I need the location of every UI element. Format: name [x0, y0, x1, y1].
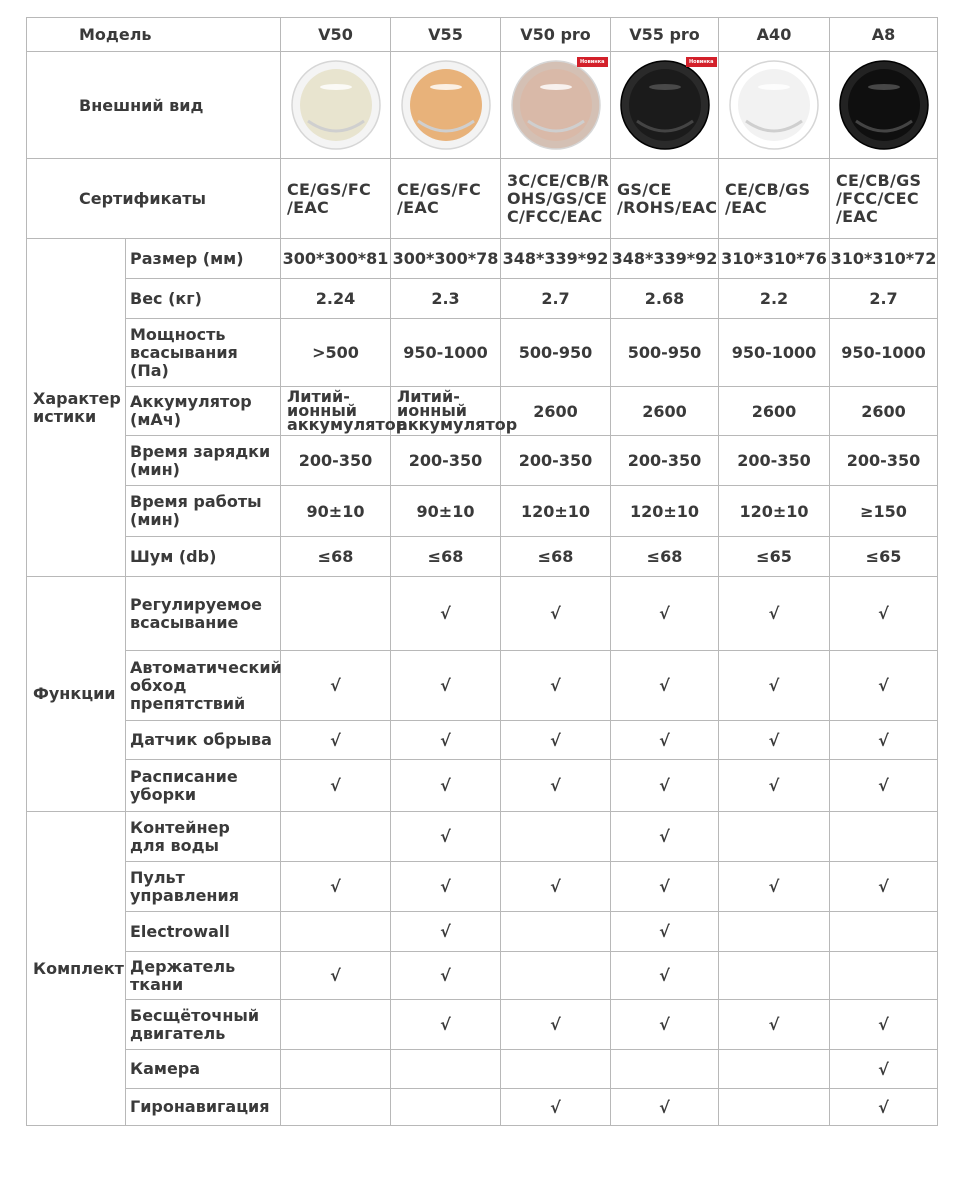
cell-value: ≤68 [391, 537, 501, 577]
text-line: /EAC [287, 197, 330, 217]
row-label [126, 651, 281, 721]
text-line: всасывание [130, 612, 239, 632]
row-label [126, 387, 281, 436]
group-characteristics [27, 239, 126, 577]
text-line: CE/GS/FC [287, 179, 372, 199]
text-line: уборки [130, 784, 197, 804]
row-label [126, 760, 281, 812]
new-badge: Новинка [577, 57, 608, 67]
empty-cell [501, 952, 611, 1000]
text-line: /ROHS/EAC [617, 197, 718, 217]
text-line: /EAC [836, 206, 879, 226]
certificates-label: Сертификаты [27, 159, 281, 239]
check-mark: √ [391, 1000, 501, 1050]
text-line: Время зарядки [130, 441, 271, 461]
model-name: V55 [391, 18, 501, 52]
row-label [126, 1089, 281, 1126]
cell-value: 2600 [501, 387, 611, 436]
empty-cell [281, 577, 391, 651]
empty-cell [281, 912, 391, 952]
check-mark: √ [391, 912, 501, 952]
new-badge: Новинка [686, 57, 717, 67]
check-mark: √ [391, 760, 501, 812]
row-label [126, 486, 281, 537]
certificate-value [611, 159, 719, 239]
empty-cell [391, 1050, 501, 1089]
row-label [126, 912, 281, 952]
cell-value: ≤65 [830, 537, 938, 577]
cell-value: 200-350 [281, 436, 391, 486]
check-mark: √ [611, 952, 719, 1000]
certificate-value [830, 159, 938, 239]
text-line: (мАч) [130, 410, 182, 429]
cell-value: 200-350 [719, 436, 830, 486]
text-line: обход [130, 675, 187, 695]
model-name: V55 pro [611, 18, 719, 52]
text-line: Контейнер [130, 817, 230, 837]
robot-vacuum-image [836, 55, 932, 151]
check-mark: √ [611, 1089, 719, 1126]
certificate-value [391, 159, 501, 239]
cell-value: 200-350 [830, 436, 938, 486]
cell-value: 2600 [830, 387, 938, 436]
check-mark: √ [719, 721, 830, 760]
empty-cell [719, 952, 830, 1000]
cell-value: ≤68 [281, 537, 391, 577]
check-mark: √ [611, 1000, 719, 1050]
model-name: A8 [830, 18, 938, 52]
text-line: аккумулятор [397, 415, 518, 434]
check-mark: √ [830, 721, 938, 760]
cell-value: 2.3 [391, 279, 501, 319]
text-line: Камера [130, 1059, 201, 1078]
check-mark: √ [719, 651, 830, 721]
row-label [126, 952, 281, 1000]
cell-value: 348*339*92 [501, 239, 611, 279]
text-line: Размер (мм) [130, 248, 244, 268]
robot-display [868, 84, 900, 90]
certificate-value [719, 159, 830, 239]
row-label [126, 239, 281, 279]
empty-cell [391, 1089, 501, 1126]
certificate-value [501, 159, 611, 239]
text-line: Бесщёточный [130, 1005, 260, 1025]
spec-table [26, 17, 938, 1126]
check-mark: √ [391, 651, 501, 721]
check-mark: √ [391, 721, 501, 760]
row-label [126, 537, 281, 577]
cell-value: 950-1000 [830, 319, 938, 387]
robot-display [320, 84, 352, 90]
check-mark: √ [501, 862, 611, 912]
check-mark: √ [391, 577, 501, 651]
empty-cell [719, 1089, 830, 1126]
empty-cell [281, 812, 391, 862]
appearance-label: Внешний вид [27, 52, 281, 159]
text-line: Аккумулятор [130, 392, 252, 411]
text-line: (мин) [130, 459, 180, 479]
text-line: Время работы [130, 492, 262, 511]
check-mark: √ [281, 721, 391, 760]
robot-image-cell [391, 52, 501, 159]
model-name: V50 pro [501, 18, 611, 52]
text-line: /EAC [397, 197, 440, 217]
row-label [126, 436, 281, 486]
cell-value: 200-350 [501, 436, 611, 486]
check-mark: √ [611, 651, 719, 721]
check-mark: √ [501, 577, 611, 651]
empty-cell [830, 952, 938, 1000]
cell-value: 120±10 [719, 486, 830, 537]
check-mark: √ [830, 651, 938, 721]
text-line: Расписание [130, 766, 238, 786]
robot-image-cell [281, 52, 391, 159]
cell-value: 348*339*92 [611, 239, 719, 279]
robot-image-cell [611, 52, 719, 159]
text-line: Electrowall [130, 921, 230, 941]
text-line: (Па) [130, 360, 169, 380]
row-label [126, 721, 281, 760]
cell-value: 200-350 [391, 436, 501, 486]
row-label [126, 319, 281, 387]
check-mark: √ [611, 721, 719, 760]
text-line: двигатель [130, 1023, 226, 1043]
cell-value: 120±10 [611, 486, 719, 537]
text-line: Датчик обрыва [130, 730, 272, 749]
cell-value: 2600 [611, 387, 719, 436]
check-mark: √ [830, 760, 938, 812]
empty-cell [281, 1089, 391, 1126]
text-line: управления [130, 885, 239, 905]
cell-value: 310*310*72 [830, 239, 938, 279]
text-line: для воды [130, 835, 219, 855]
empty-cell [281, 1000, 391, 1050]
text-line: /FCC/CEC [836, 188, 919, 208]
check-mark: √ [719, 760, 830, 812]
check-mark: √ [281, 760, 391, 812]
empty-cell [281, 1050, 391, 1089]
model-name: A40 [719, 18, 830, 52]
text-line: Мощность [130, 324, 226, 344]
cell-value: 950-1000 [719, 319, 830, 387]
row-label [126, 279, 281, 319]
empty-cell [501, 812, 611, 862]
robot-vacuum-image [398, 55, 494, 151]
check-mark: √ [611, 760, 719, 812]
cell-value: ≤65 [719, 537, 830, 577]
check-mark: √ [719, 862, 830, 912]
check-mark: √ [830, 1089, 938, 1126]
cell-value: 2.2 [719, 279, 830, 319]
text-line: Регулируемое [130, 594, 262, 614]
cell-value: 310*310*76 [719, 239, 830, 279]
robot-vacuum-image [288, 55, 384, 151]
text-line: Вес (кг) [130, 288, 202, 308]
robot-image-cell [830, 52, 938, 159]
check-mark: √ [501, 1000, 611, 1050]
cell-value: ≤68 [611, 537, 719, 577]
cell-value: 500-950 [501, 319, 611, 387]
check-mark: √ [391, 812, 501, 862]
text-line: всасывания [130, 342, 238, 362]
row-label [126, 862, 281, 912]
cell-value: 300*300*78 [391, 239, 501, 279]
cell-value: ≥150 [830, 486, 938, 537]
cell-value: 2.24 [281, 279, 391, 319]
cell-value: 90±10 [281, 486, 391, 537]
cell-value: 950-1000 [391, 319, 501, 387]
cell-value: 2600 [719, 387, 830, 436]
text-line: истики [33, 406, 97, 426]
check-mark: √ [281, 651, 391, 721]
model-label: Модель [27, 18, 281, 52]
text-line: 3C/CE/CB/R [507, 170, 610, 190]
cell-value: 2.68 [611, 279, 719, 319]
check-mark: √ [719, 577, 830, 651]
check-mark: √ [830, 862, 938, 912]
empty-cell [719, 912, 830, 952]
text-line: ионный [287, 401, 357, 420]
check-mark: √ [501, 651, 611, 721]
text-line: OHS/GS/CE [507, 188, 608, 208]
certificate-value [281, 159, 391, 239]
empty-cell [719, 812, 830, 862]
check-mark: √ [391, 952, 501, 1000]
robot-image-cell [501, 52, 611, 159]
empty-cell [830, 912, 938, 952]
cell-value: 200-350 [611, 436, 719, 486]
text-line: Шум (db) [130, 546, 217, 566]
empty-cell [830, 812, 938, 862]
cell-value [281, 387, 408, 436]
text-line: CE/CB/GS [836, 170, 922, 190]
empty-cell [501, 912, 611, 952]
cell-value [391, 387, 518, 436]
text-line: Литий- [287, 387, 350, 406]
robot-display [649, 84, 681, 90]
robot-image-cell [719, 52, 830, 159]
row-label [126, 812, 281, 862]
text-line: аккумулятор [287, 415, 408, 434]
robot-vacuum-image [508, 55, 604, 151]
empty-cell [719, 1050, 830, 1089]
robot-display [430, 84, 462, 90]
text-line: ткани [130, 974, 184, 994]
text-line: /EAC [725, 197, 768, 217]
text-line: CE/GS/FC [397, 179, 482, 199]
text-line: CE/CB/GS [725, 179, 811, 199]
check-mark: √ [611, 862, 719, 912]
check-mark: √ [719, 1000, 830, 1050]
text-line: Гиронавигация [130, 1097, 270, 1116]
text-line: ионный [397, 401, 467, 420]
check-mark: √ [830, 577, 938, 651]
check-mark: √ [501, 760, 611, 812]
cell-value: 120±10 [501, 486, 611, 537]
text-line: Держатель [130, 956, 236, 976]
check-mark: √ [501, 721, 611, 760]
empty-cell [501, 1050, 611, 1089]
cell-value: 90±10 [391, 486, 501, 537]
cell-value: 2.7 [501, 279, 611, 319]
robot-display [758, 84, 790, 90]
robot-vacuum-image [726, 55, 822, 151]
check-mark: √ [391, 862, 501, 912]
text-line: препятствий [130, 693, 246, 713]
check-mark: √ [281, 862, 391, 912]
model-name: V50 [281, 18, 391, 52]
cell-value: 500-950 [611, 319, 719, 387]
check-mark: √ [611, 912, 719, 952]
row-label [126, 1000, 281, 1050]
check-mark: √ [281, 952, 391, 1000]
text-line: GS/CE [617, 179, 672, 199]
text-line: Литий- [397, 387, 460, 406]
robot-display [540, 84, 572, 90]
cell-value: >500 [281, 319, 391, 387]
text-line: Автоматический [130, 657, 282, 677]
check-mark: √ [611, 577, 719, 651]
row-label [126, 1050, 281, 1089]
check-mark: √ [501, 1089, 611, 1126]
group-kit: Комплект [27, 812, 126, 1126]
row-label [126, 577, 281, 651]
text-line: Характер [33, 388, 121, 408]
cell-value: ≤68 [501, 537, 611, 577]
cell-value: 2.7 [830, 279, 938, 319]
check-mark: √ [830, 1050, 938, 1089]
cell-value: 300*300*81 [281, 239, 391, 279]
text-line: Пульт [130, 867, 185, 887]
text-line: (мин) [130, 510, 180, 529]
text-line: C/FCC/EAC [507, 206, 603, 226]
check-mark: √ [611, 812, 719, 862]
empty-cell [611, 1050, 719, 1089]
robot-vacuum-image [617, 55, 713, 151]
check-mark: √ [830, 1000, 938, 1050]
group-functions: Функции [27, 577, 126, 812]
